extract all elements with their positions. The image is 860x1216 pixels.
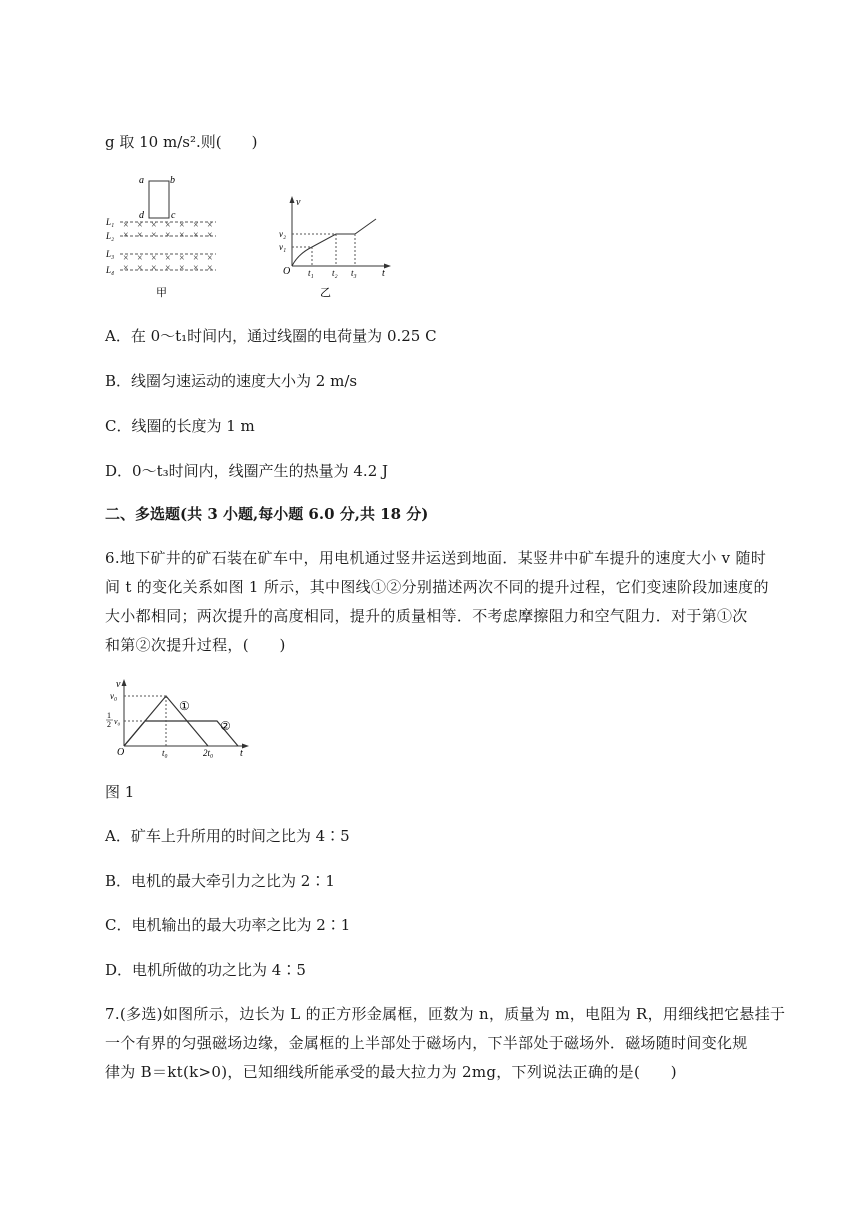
label-L1: L₁ — [106, 217, 115, 227]
figure-1-graph — [104, 676, 254, 762]
svg-text:×: × — [179, 220, 185, 231]
q7-line-3: 律为 B＝kt(k>0)，已知细线所能承受的最大拉力为 2mg，下列说法正确的是( ) — [105, 1063, 677, 1081]
q5-option-d: D．0～t₃时间内，线圈产生的热量为 4.2 J — [105, 462, 389, 480]
svg-text:×: × — [165, 253, 171, 264]
q6-option-a: A．矿车上升所用的时间之比为 4∶5 — [105, 827, 350, 845]
q6-line-3: 大小都相同；两次提升的高度相同，提升的质量相等．不考虑摩擦阻力和空气阻力．对于第①次 — [105, 607, 748, 625]
svg-text:×: × — [193, 230, 199, 241]
velocity-curve — [292, 219, 376, 266]
svg-text:×: × — [179, 230, 185, 241]
figure-1-caption: 图 1 — [105, 783, 135, 801]
t2-label: t₂ — [332, 268, 338, 278]
svg-text:×: × — [151, 220, 157, 231]
svg-text:×: × — [123, 220, 129, 231]
v-axis-label: v — [296, 197, 301, 208]
svg-text:×: × — [165, 220, 171, 231]
svg-text:×: × — [207, 230, 213, 241]
q5-intro: g 取 10 m/s².则( ) — [105, 133, 258, 151]
svg-text:×: × — [137, 263, 143, 274]
figure-jia-caption: 甲 — [156, 287, 167, 299]
corner-b-label: b — [170, 175, 175, 186]
svg-text:×: × — [165, 230, 171, 241]
v1-label: v₁ — [279, 242, 287, 252]
t0-label: t₀ — [162, 748, 168, 758]
svg-text:×: × — [123, 253, 129, 264]
figure-yi — [278, 194, 396, 300]
q6-option-d: D．电机所做的功之比为 4∶5 — [105, 961, 306, 979]
svg-text:×: × — [207, 220, 213, 231]
t-axis-label: t — [240, 748, 243, 759]
corner-c-label: c — [171, 210, 176, 221]
svg-text:×: × — [137, 220, 143, 231]
q6-option-b: B．电机的最大牵引力之比为 2∶1 — [105, 872, 335, 890]
svg-text:×: × — [179, 253, 185, 264]
svg-text:×: × — [151, 230, 157, 241]
q5-option-b: B．线圈匀速运动的速度大小为 2 m/s — [105, 372, 358, 390]
line-1-marker: ① — [179, 699, 190, 713]
v0-label: v₀ — [110, 691, 118, 701]
corner-a-label: a — [139, 175, 144, 186]
label-L2: L₂ — [106, 231, 115, 241]
svg-text:×: × — [165, 263, 171, 274]
svg-text:×: × — [207, 253, 213, 264]
figure-yi-caption: 乙 — [320, 287, 331, 299]
svg-text:×: × — [179, 263, 185, 274]
q6-line-2: 间 t 的变化关系如图 1 所示，其中图线①②分别描述两次不同的提升过程，它们变速阶段加速度的 — [105, 578, 769, 596]
svg-text:×: × — [137, 230, 143, 241]
q7-line-2: 一个有界的匀强磁场边缘，金属框的上半部处于磁场内，下半部处于磁场外．磁场随时间变化规 — [105, 1034, 748, 1052]
q7-line-1: 7.(多选)如图所示，边长为 L 的正方形金属框，匝数为 n，质量为 m，电阻为 R，用细线把它悬挂于 — [105, 1005, 786, 1023]
origin-label: O — [117, 747, 125, 758]
svg-text:×: × — [207, 263, 213, 274]
corner-d-label: d — [139, 210, 144, 221]
v2-label: v₂ — [279, 229, 287, 239]
svg-text:×: × — [193, 220, 199, 231]
coil-rectangle — [149, 181, 169, 218]
section-heading: 二、多选题(共 3 小题,每小题 6.0 分,共 18 分) — [105, 505, 429, 523]
svg-text:×: × — [193, 253, 199, 264]
label-L3: L₃ — [106, 249, 115, 259]
q5-option-c: C．线圈的长度为 1 m — [105, 417, 255, 435]
svg-text:×: × — [151, 253, 157, 264]
svg-text:×: × — [137, 253, 143, 264]
svg-text:×: × — [151, 263, 157, 274]
2t0-label: 2t₀ — [203, 748, 214, 758]
label-L4: L₄ — [106, 265, 115, 275]
q6-line-4: 和第②次提升过程，( ) — [105, 636, 286, 654]
magnetic-field-lower — [123, 253, 213, 274]
half-v0-label: v₀ — [114, 717, 121, 726]
half-denominator: 2 — [107, 720, 111, 729]
svg-text:×: × — [123, 230, 129, 241]
t-axis-label: t — [382, 268, 385, 279]
line-2-marker: ② — [220, 719, 231, 733]
v-axis-label: v — [116, 679, 121, 690]
svg-text:×: × — [193, 263, 199, 274]
q6-option-c: C．电机输出的最大功率之比为 2∶1 — [105, 916, 351, 934]
svg-text:×: × — [123, 263, 129, 274]
origin-label: O — [283, 266, 291, 277]
figure-jia — [104, 170, 224, 300]
q5-option-a: A．在 0～t₁时间内，通过线圈的电荷量为 0.25 C — [105, 327, 437, 345]
t1-label: t₁ — [308, 268, 314, 278]
magnetic-field-upper — [123, 220, 213, 241]
q6-line-1: 6.地下矿井的矿石装在矿车中，用电机通过竖井运送到地面．某竖井中矿车提升的速度大小 v 随时 — [105, 549, 767, 567]
t3-label: t₃ — [351, 268, 357, 278]
half-numerator: 1 — [107, 711, 111, 720]
